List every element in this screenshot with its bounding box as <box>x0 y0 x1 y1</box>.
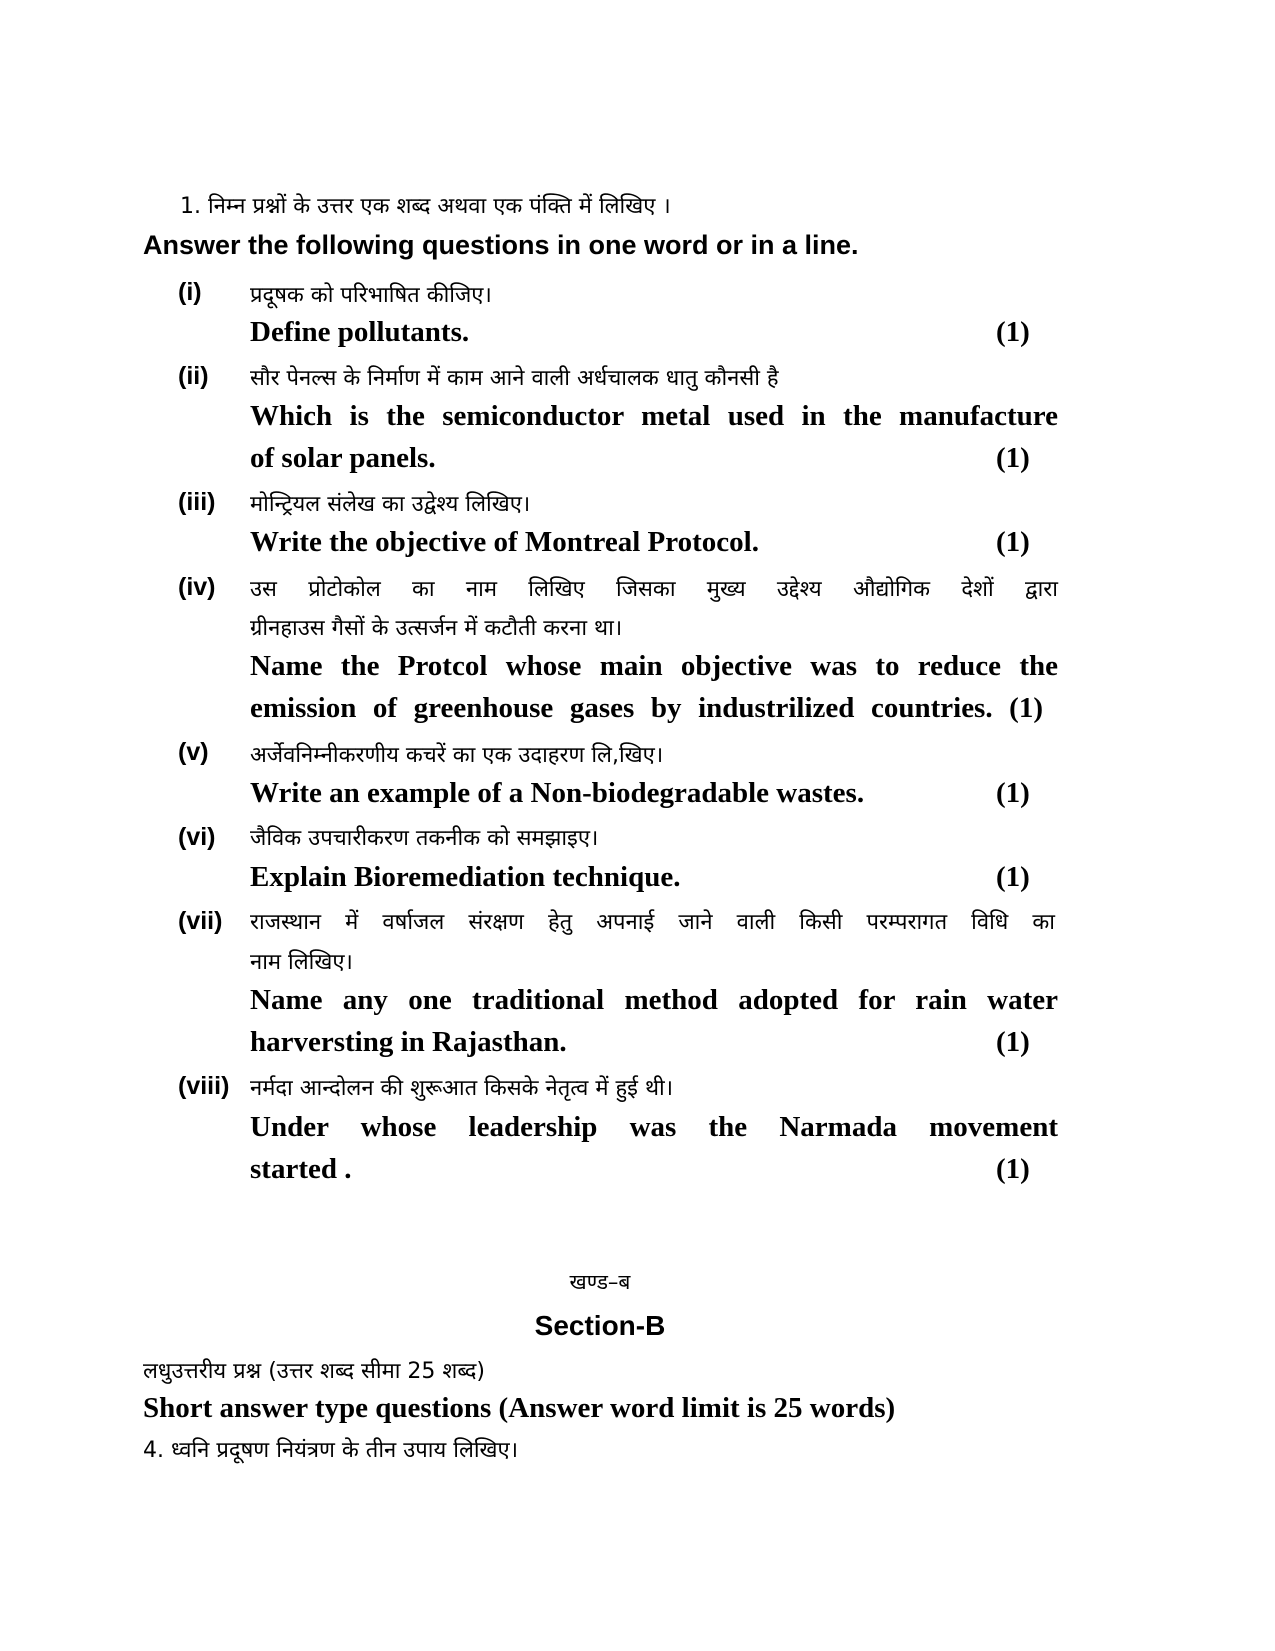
item-iv-english-line2: emission of greenhouse gases by industrilized countries. (1) <box>250 692 1043 724</box>
item-viii-mark: (1) <box>996 1153 1030 1185</box>
item-i-english: Define pollutants. <box>250 316 470 348</box>
item-viii-hindi: नर्मदा आन्दोलन की शुरूआत किसके नेतृत्व में हुई थी। <box>250 1076 674 1101</box>
item-ii-hindi: सौर पेनल्स के निर्माण में काम आने वाली अर्धचालक धातु कौनसी है <box>250 366 779 391</box>
item-i-label: (i) <box>178 278 202 306</box>
item-iii-english: Write the objective of Montreal Protocol. <box>250 526 759 558</box>
item-iv-hindi-line1: उस प्रोटोकोल का नाम लिखिए जिसका मुख्य उद्देश्य औद्योगिक देशों द्वारा <box>250 577 1058 602</box>
item-vi-mark: (1) <box>996 861 1030 893</box>
item-ii-mark: (1) <box>996 442 1030 474</box>
item-ii-label: (ii) <box>178 362 209 390</box>
q4-hindi: 4. ध्वनि प्रदूषण नियंत्रण के तीन उपाय लिखिए। <box>143 1438 519 1463</box>
item-ii-english-line2: of solar panels. <box>250 442 436 474</box>
item-v-mark: (1) <box>996 777 1030 809</box>
item-i-hindi: प्रदूषक को परिभाषित कीजिए। <box>250 283 492 308</box>
item-viii-english-line1: Under whose leadership was the Narmada movement <box>250 1111 1058 1143</box>
item-iv-english-line1: Name the Protcol whose main objective was to reduce the <box>250 650 1058 682</box>
item-vii-mark: (1) <box>996 1026 1030 1058</box>
item-vi-english: Explain Bioremediation technique. <box>250 861 681 893</box>
item-iii-hindi: मोन्ट्रियल संलेख का उद्वेश्य लिखिए। <box>250 492 531 517</box>
item-iii-mark: (1) <box>996 526 1030 558</box>
item-iv-hindi-line2: ग्रीनहाउस गैसों के उत्सर्जन में कटौती करना था। <box>250 616 623 641</box>
item-v-english: Write an example of a Non-biodegradable wastes. <box>250 777 865 809</box>
section-b-subtitle-english: Short answer type questions (Answer word limit is 25 words) <box>143 1392 896 1424</box>
item-vii-label: (vii) <box>178 907 223 935</box>
item-vi-hindi: जैविक उपचारीकरण तकनीक को समझाइए। <box>250 826 599 851</box>
item-vii-english-line1: Name any one traditional method adopted for rain water <box>250 984 1058 1016</box>
item-vii-hindi-line1: राजस्थान में वर्षाजल संरक्षण हेतु अपनाई जाने वाली किसी परम्परागत विधि का <box>250 910 1055 935</box>
item-i-mark: (1) <box>996 316 1030 348</box>
section-b-subtitle-hindi: लधुउत्तरीय प्रश्न (उत्तर शब्द सीमा 25 शब्द) <box>143 1359 485 1384</box>
item-ii-english-line1: Which is the semiconductor metal used in the manufacture <box>250 400 1058 432</box>
item-v-hindi: अर्जेवनिम्नीकरणीय कचरें का एक उदाहरण लि,खिए। <box>250 743 664 768</box>
item-vii-hindi-line2: नाम लिखिए। <box>250 950 353 975</box>
item-viii-label: (viii) <box>178 1072 230 1100</box>
item-iv-label: (iv) <box>178 573 216 601</box>
q1-instruction-hindi: 1. निम्न प्रश्नों के उत्तर एक शब्द अथवा एक पंक्ति में लिखिए । <box>180 194 671 219</box>
item-vii-english-line2: harversting in Rajasthan. <box>250 1026 567 1058</box>
item-v-label: (v) <box>178 738 209 766</box>
item-iii-label: (iii) <box>178 488 216 516</box>
q1-instruction-english: Answer the following questions in one word or in a line. <box>143 230 859 260</box>
item-vi-label: (vi) <box>178 823 216 851</box>
section-b-title-hindi: खण्ड–ब <box>569 1270 631 1294</box>
section-b-title-english: Section-B <box>534 1310 666 1341</box>
item-viii-english-line2: started . <box>250 1153 352 1185</box>
